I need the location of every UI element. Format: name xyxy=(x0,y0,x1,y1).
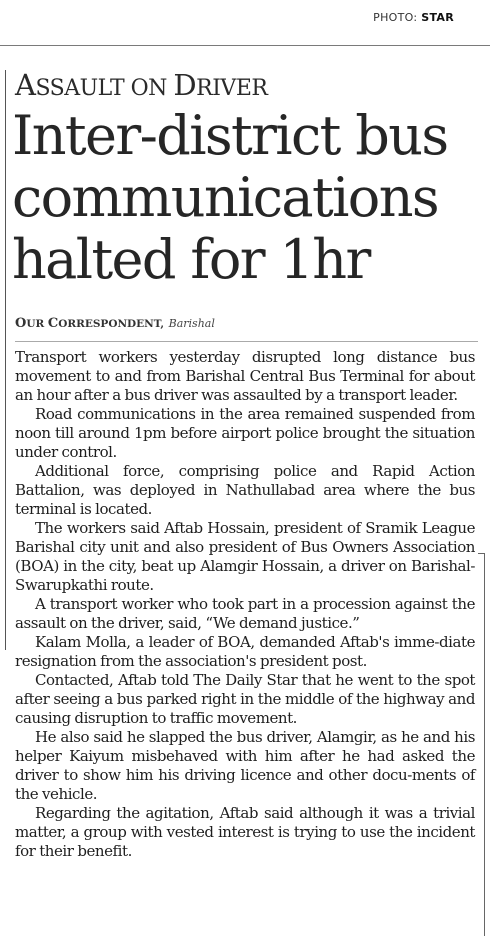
left-column-rule xyxy=(5,70,6,650)
byline-text-1: UR xyxy=(26,318,48,330)
paragraph-5: A transport worker who took part in a procession against the assault on the driver, said, “We demand justice.” xyxy=(15,595,475,632)
byline-initial-1: O xyxy=(15,316,27,331)
paragraph-3: Additional force, comprising police and Rapid Action Battalion, was deployed in Nathullabad area where the bus terminal is located. xyxy=(15,462,475,518)
byline-location: Barishal xyxy=(168,317,215,330)
kicker-text-a: SSAULT ON xyxy=(35,76,174,101)
photo-credit xyxy=(373,11,454,24)
right-column-rule-tick xyxy=(478,553,485,554)
right-column-rule xyxy=(484,553,485,936)
paragraph-9: Regarding the agitation, Aftab said although it was a trivial matter, a group with vested interest is trying to use the incident for their benefit. xyxy=(15,804,475,860)
kicker-initial-b: D xyxy=(173,68,197,102)
paragraph-1: Transport workers yesterday disrupted long distance bus movement to and from Barishal Central Bus Terminal for about an hour after a bus driver was assaulted by a transport leader. xyxy=(15,348,475,404)
paragraph-8: He also said he slapped the bus driver, Alamgir, as he and his helper Kaiyum misbehaved with him after he had asked the driver to show him his driving licence and other docu-ments of the vehicle. xyxy=(15,728,475,803)
article-body xyxy=(15,348,475,861)
paragraph-7: Contacted, Aftab told The Daily Star that he went to the spot after seeing a bus parked right in the middle of the highway and causing disruption to traffic movement. xyxy=(15,671,475,727)
byline-initial-2: C xyxy=(47,316,59,331)
byline-divider xyxy=(15,341,478,342)
kicker xyxy=(15,66,267,108)
photo-credit-prefix: PHOTO: xyxy=(373,11,422,24)
byline-text-2: ORRESPONDENT, xyxy=(58,318,165,330)
photo-credit-name: STAR xyxy=(421,11,454,24)
byline xyxy=(15,316,215,331)
paragraph-6: Kalam Molla, a leader of BOA, demanded Aftab's imme-diate resignation from the association's president post. xyxy=(15,633,475,670)
kicker-text-b: RIVER xyxy=(196,76,268,101)
kicker-initial-a: A xyxy=(15,68,36,102)
paragraph-4: The workers said Aftab Hossain, president of Sramik League Barishal city unit and also president of Bus Owners Association (BOA) in the city, beat up Alamgir Hossain, a driver on Barishal-Swarupkathi route. xyxy=(15,519,475,594)
top-divider xyxy=(0,45,490,46)
paragraph-2: Road communications in the area remained suspended from noon till around 1pm before airport police brought the situation under control. xyxy=(15,405,475,461)
headline: Inter-district bus communications halted for 1hr xyxy=(12,104,448,291)
